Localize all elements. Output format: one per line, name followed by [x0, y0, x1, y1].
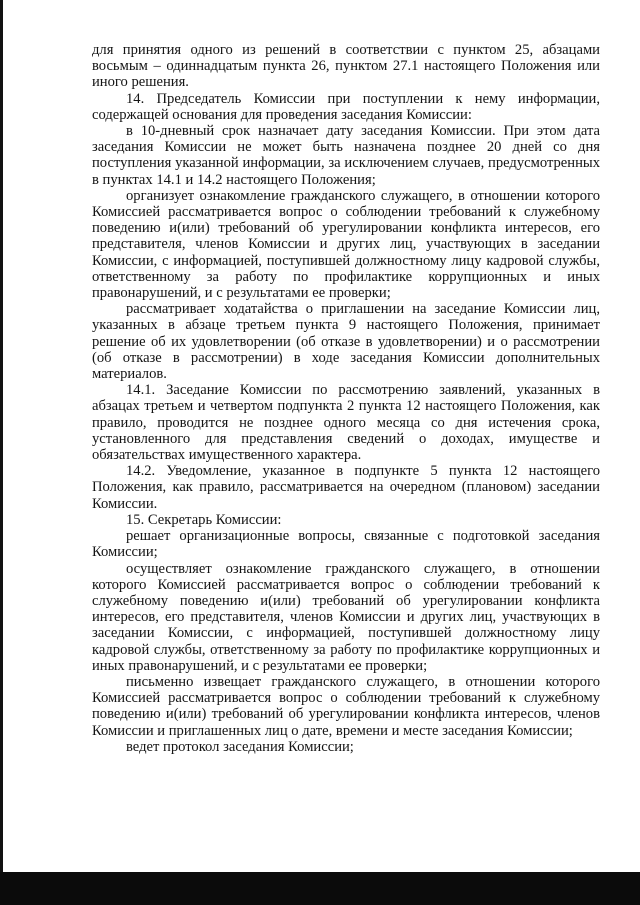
paragraph-item-14-2: 14.2. Уведомление, указанное в подпункте 5 пункта 12 настоящего Положения, как правило, рассматривается на очередном (плановом) заседании Комиссии. [92, 463, 600, 512]
paragraph-organizational: решает организационные вопросы, связанные с подготовкой заседания Комиссии; [92, 528, 600, 561]
paragraph-minutes: ведет протокол заседания Комиссии; [126, 738, 354, 755]
paragraph-familiarization: осуществляет ознакомление гражданского служащего, в отношении которого Комиссией рассматривается вопрос о соблюдении требований к служебному поведению и(или) требований об урегулировании конфликта интересов, его представителя, членов Комиссии и других лиц, участвующих в заседании Комиссии, с информацией, поступившей должностному лицу кадровой службы, ответственному за работу по профилактике коррупционных и иных правонарушений, и с результатами ее проверки; [92, 560, 600, 674]
paragraph-item-14: 14. Председатель Комиссии при поступлении к нему информации, содержащей основания для проведения заседания Комиссии: [92, 90, 600, 123]
paragraph-item-15: 15. Секретарь Комиссии: [126, 511, 282, 528]
paragraph-schedule-date: в 10-дневный срок назначает дату заседания Комиссии. При этом дата заседания Комиссии не может быть назначена позднее 20 дней со дня поступления указанной информации, за исключением случаев, предусмотренных в пунктах 14.1 и 14.2 настоящего Положения; [92, 123, 600, 188]
scan-edge-left [0, 0, 3, 905]
paragraph-item-14-1: 14.1. Заседание Комиссии по рассмотрению заявлений, указанных в абзацах третьем и четвертом подпункта 2 пункта 12 настоящего Положения, как правило, проводится не позднее одного месяца со дня истечения срока, установленного для представления сведений о доходах, имуществе и обязательствах имущественного характера. [92, 382, 600, 464]
paragraph-petitions: рассматривает ходатайства о приглашении на заседание Комиссии лиц, указанных в абзаце третьем пункта 9 настоящего Положения, принимает решение об их удовлетворении (об отказе в удовлетворении) и о рассмотрении (об отказе в рассмотрении) в ходе заседания Комиссии дополнительных материалов. [92, 301, 600, 383]
paragraph-continuation: для принятия одного из решений в соответствии с пунктом 25, абзацами восьмым – одиннадцатым пункта 26, пунктом 27.1 настоящего Положения или иного решения. [92, 42, 600, 91]
paragraph-notification: письменно извещает гражданского служащего, в отношении которого Комиссией рассматривается вопрос о соблюдении требований к служебному поведению и(или) требований об урегулировании конфликта интересов, членов Комиссии и приглашенных лиц о дате, времени и месте заседания Комиссии; [92, 673, 600, 739]
paragraph-organize-review: организует ознакомление гражданского служащего, в отношении которого Комиссией рассматривается вопрос о соблюдении требований к служебному поведению и(или) требований об урегулировании конфликта интересов, его представителя, членов Комиссии и других лиц, участвующих в заседании Комиссии, с информацией, поступившей должностному лицу кадровой службы, ответственному за работу по профилактике коррупционных и иных правонарушений, и с результатами ее проверки; [92, 187, 600, 302]
scan-edge-bottom [0, 872, 640, 905]
document-page [92, 42, 600, 755]
